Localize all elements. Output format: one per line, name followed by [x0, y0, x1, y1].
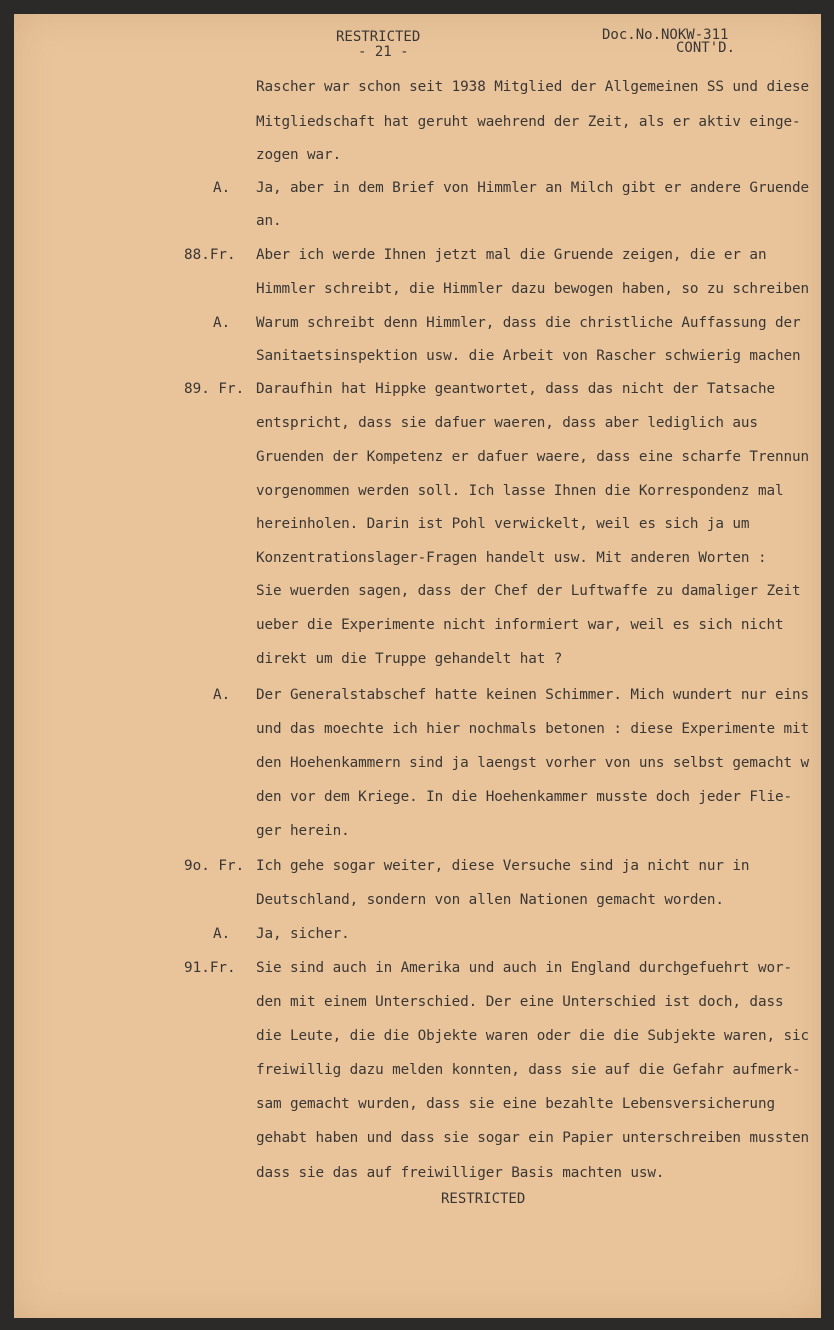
- text-line: Daraufhin hat Hippke geantwortet, dass das nicht der Tatsache: [256, 381, 775, 397]
- text-line: freiwillig dazu melden konnten, dass sie auf die Gefahr aufmerk-: [256, 1062, 801, 1078]
- text-line: entspricht, dass sie dafuer waeren, dass aber lediglich aus: [256, 415, 758, 431]
- text-line: den Hoehenkammern sind ja laengst vorher von uns selbst gemacht w: [256, 755, 809, 771]
- doc-contd: CONT'D.: [676, 40, 736, 56]
- speaker-label: 91.Fr.: [184, 960, 236, 976]
- page-number: - 21 -: [358, 44, 409, 60]
- text-line: hereinholen. Darin ist Pohl verwickelt, weil es sich ja um: [256, 516, 750, 532]
- document-page: [14, 14, 821, 1318]
- text-line: Sie wuerden sagen, dass der Chef der Luftwaffe zu damaliger Zeit: [256, 583, 801, 599]
- header-restricted: RESTRICTED: [336, 29, 421, 45]
- speaker-label: A.: [213, 315, 231, 331]
- text-line: Warum schreibt denn Himmler, dass die christliche Auffassung der: [256, 315, 801, 331]
- text-line: Der Generalstabschef hatte keinen Schimmer. Mich wundert nur eins: [256, 687, 809, 703]
- text-line: direkt um die Truppe gehandelt hat ?: [256, 651, 563, 667]
- text-line: den mit einem Unterschied. Der eine Unterschied ist doch, dass: [256, 994, 784, 1010]
- text-line: Mitgliedschaft hat geruht waehrend der Zeit, als er aktiv einge-: [256, 114, 801, 130]
- speaker-label: 88.Fr.: [184, 247, 236, 263]
- speaker-label: A.: [213, 687, 231, 703]
- text-line: Ich gehe sogar weiter, diese Versuche sind ja nicht nur in: [256, 858, 750, 874]
- text-line: Ja, sicher.: [256, 926, 350, 942]
- text-line: zogen war.: [256, 147, 342, 163]
- text-line: Himmler schreibt, die Himmler dazu bewogen haben, so zu schreiben: [256, 281, 809, 297]
- text-line: Sie sind auch in Amerika und auch in England durchgefuehrt wor-: [256, 960, 792, 976]
- speaker-label: A.: [213, 926, 231, 942]
- text-line: und das moechte ich hier nochmals betonen : diese Experimente mit: [256, 721, 809, 737]
- speaker-label: 89. Fr.: [184, 381, 245, 397]
- text-line: die Leute, die die Objekte waren oder die die Subjekte waren, sic: [256, 1028, 809, 1044]
- speaker-label: 9o. Fr.: [184, 858, 245, 874]
- doc-number: Doc.No.NOKW-311: [602, 27, 729, 43]
- text-line: an.: [256, 213, 282, 229]
- text-line: dass sie das auf freiwilliger Basis machten usw.: [256, 1165, 665, 1181]
- speaker-label: A.: [213, 180, 231, 196]
- text-line: Sanitaetsinspektion usw. die Arbeit von Rascher schwierig machen: [256, 348, 801, 364]
- text-line: sam gemacht wurden, dass sie eine bezahlte Lebensversicherung: [256, 1096, 775, 1112]
- text-line: Deutschland, sondern von allen Nationen gemacht worden.: [256, 892, 724, 908]
- text-line: gehabt haben und dass sie sogar ein Papier unterschreiben mussten: [256, 1130, 809, 1146]
- text-line: Gruenden der Kompetenz er dafuer waere, dass eine scharfe Trennun: [256, 449, 809, 465]
- text-line: ger herein.: [256, 823, 350, 839]
- text-line: den vor dem Kriege. In die Hoehenkammer musste doch jeder Flie-: [256, 789, 792, 805]
- text-line: Ja, aber in dem Brief von Himmler an Milch gibt er andere Gruende: [256, 180, 809, 196]
- text-line: Konzentrationslager-Fragen handelt usw. Mit anderen Worten :: [256, 550, 767, 566]
- footer-restricted: RESTRICTED: [441, 1191, 526, 1207]
- text-line: Rascher war schon seit 1938 Mitglied der Allgemeinen SS und diese: [256, 79, 809, 95]
- text-line: ueber die Experimente nicht informiert war, weil es sich nicht: [256, 617, 784, 633]
- text-line: vorgenommen werden soll. Ich lasse Ihnen die Korrespondenz mal: [256, 483, 784, 499]
- text-line: Aber ich werde Ihnen jetzt mal die Gruende zeigen, die er an: [256, 247, 767, 263]
